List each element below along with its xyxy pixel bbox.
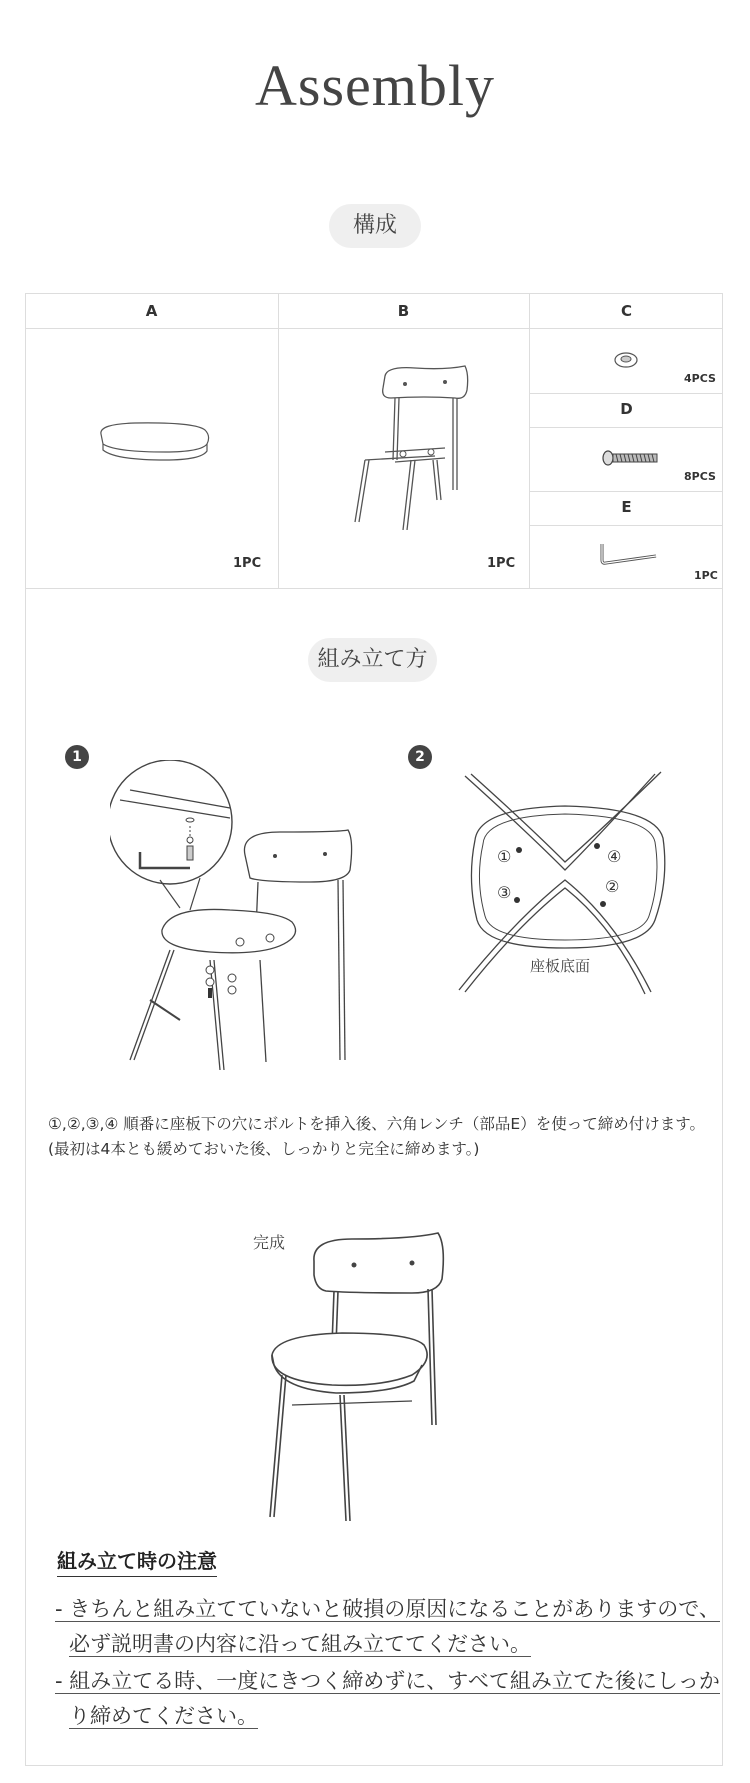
bolt-illustration [600, 448, 660, 468]
caution-item-1 [55, 1592, 720, 1662]
part-c-qty: 4PCS [684, 372, 716, 385]
instruction-line-1: ①,②,③,④ 順番に座板下の穴にボルトを挿入後、六角レンチ（部品E）を使って締め付けます。 [48, 1115, 705, 1133]
mark-4: ④ [607, 847, 622, 866]
washer-illustration [612, 350, 640, 370]
part-a-qty: 1PC [233, 556, 262, 571]
caution-item-1-line-2: 必ず説明書の内容に沿って組み立ててください。 [69, 1632, 531, 1656]
assembly-pill: 組み立て方 [308, 638, 437, 682]
completed-chair-illustration [262, 1225, 462, 1525]
caution-title: 組み立て時の注意 [57, 1545, 217, 1577]
complete-label: 完成 [253, 1233, 286, 1252]
page-title: Assembly [255, 53, 495, 118]
step-2-number: 2 [415, 749, 425, 765]
step-1-number: 1 [72, 749, 82, 765]
mark-1: ① [497, 847, 512, 866]
part-d-label: D [620, 400, 633, 418]
part-b-qty: 1PC [487, 556, 516, 571]
seat-cushion-illustration [95, 420, 215, 470]
instruction-line-2: (最初は4本とも緩めておいた後、しっかりと完全に締めます。) [48, 1140, 480, 1158]
column-b-label: B [397, 302, 410, 320]
part-e-label: E [621, 498, 632, 516]
step-2-badge [408, 745, 432, 769]
mark-3: ③ [497, 883, 512, 902]
step-1-badge [65, 745, 89, 769]
caution-item-2 [55, 1664, 720, 1734]
step-1-illustration [110, 760, 360, 1080]
hex-wrench-illustration [600, 538, 660, 568]
seat-bottom-label: 座板底面 [530, 957, 591, 975]
mark-2: ② [605, 877, 620, 896]
caution-item-1-line-1: - きちんと組み立てていないと破損の原因になることがありますので、 [55, 1597, 720, 1621]
chair-frame-illustration [345, 360, 475, 530]
column-a-label: A [145, 302, 158, 320]
assembly-instructions [48, 1112, 728, 1162]
caution-item-2-line-2: り締めてください。 [69, 1704, 258, 1728]
part-c-label: C [620, 302, 632, 320]
caution-item-2-line-1: - 組み立てる時、一度にきつく締めずに、すべて組み立てた後にしっか [55, 1669, 720, 1693]
part-e-qty: 1PC [694, 569, 718, 582]
part-d-qty: 8PCS [684, 470, 716, 483]
parts-pill: 構成 [329, 204, 421, 248]
